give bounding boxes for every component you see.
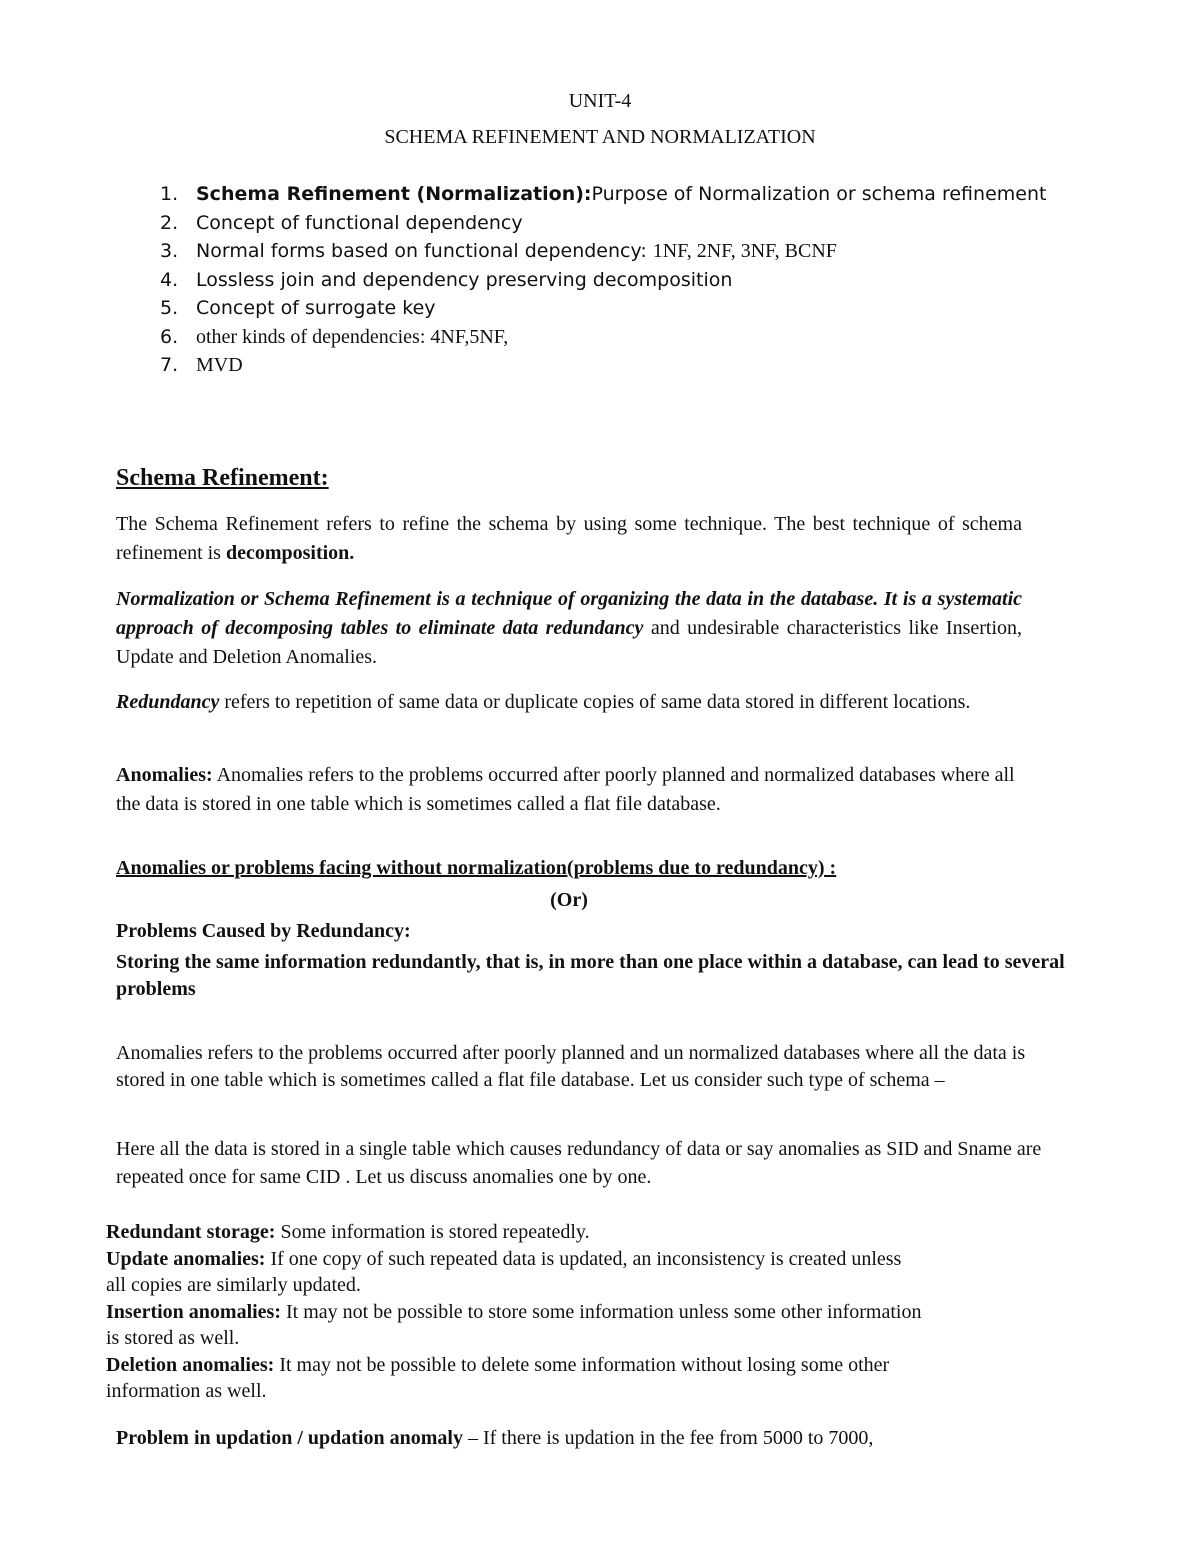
list-item: [116, 180, 1056, 209]
paragraph-text: The Schema Refinement refers to refine the schema by using some technique. The best technique of schema refinement is: [116, 513, 1022, 564]
section-heading-anomalies: Anomalies or problems facing without normalization(problems due to redundancy) :: [116, 857, 837, 879]
list-number: 3.: [160, 240, 179, 262]
paragraph-bold: decomposition.: [225, 542, 355, 564]
paragraph-text: Anomalies refers to the problems occurred after poorly planned and normalized databases where all the data is stored in one table which is sometimes called a flat file database.: [116, 764, 1015, 815]
list-number: 4.: [160, 268, 179, 291]
definition: Some information is stored repeatedly.: [275, 1221, 590, 1243]
paragraph-flat-file: Anomalies refers to the problems occurred after poorly planned and un normalized databases where all the data is stored in one table which is sometimes called a flat file database. Let us consider such type of schema –: [116, 1042, 1026, 1091]
list-item: [106, 1352, 1086, 1379]
topic-bold: Schema Refinement (Normalization):: [196, 183, 592, 205]
paragraph-text: – If there is updation in the fee from 5000 to 7000,: [462, 1427, 874, 1449]
term: Redundant storage:: [106, 1221, 276, 1243]
topic-serif-text: other kinds of dependencies: 4NF,5NF,: [196, 325, 509, 348]
list-number: 7.: [160, 354, 179, 376]
list-number: 6.: [160, 325, 179, 348]
paragraph-definition: [116, 510, 1022, 568]
list-item-continuation: is stored as well.: [106, 1327, 240, 1349]
definition: If one copy of such repeated data is updated, an inconsistency is created unless: [265, 1247, 902, 1270]
problems-list: [106, 1219, 1086, 1405]
paragraph-redundancy: [116, 688, 1022, 717]
definition: It may not be possible to store some information unless some other information: [281, 1300, 922, 1323]
list-number: 2.: [160, 211, 179, 234]
term: Update anomalies:: [106, 1247, 266, 1270]
paragraph-normalization: [116, 585, 1022, 672]
sub-heading-problems: Problems Caused by Redundancy:: [116, 920, 411, 942]
topic-serif-text: 1NF, 2NF, 3NF, BCNF: [652, 240, 837, 262]
list-item: [116, 294, 1056, 323]
list-item: [116, 323, 1056, 352]
paragraph-bold-italic: Redundancy: [116, 691, 220, 713]
paragraph-bold-italic: Normalization or Schema Refinement is a technique of organizing the data in the database. It is a systematic approach of decomposing tables to eliminate data redundancy: [116, 588, 1022, 639]
term: Deletion anomalies:: [106, 1353, 275, 1376]
paragraph-single-table: Here all the data is stored in a single table which causes redundancy of data or say anomalies as SID and Sname are repeated once for same CID . Let us discuss anomalies one by one.: [116, 1138, 1042, 1188]
paragraph-anomalies: [116, 761, 1022, 819]
topics-list: [116, 180, 1056, 380]
topic-text: Concept of functional dependency: [196, 211, 523, 234]
or-label: (Or): [550, 889, 588, 911]
topic-serif-text: MVD: [196, 354, 243, 376]
section-heading-schema-refinement: Schema Refinement:: [116, 465, 329, 491]
topic-text: Normal forms based on functional dependency:: [196, 240, 653, 262]
list-item: [116, 266, 1056, 295]
list-item: [106, 1219, 1086, 1246]
list-item: [116, 237, 1056, 266]
list-item: [106, 1246, 1086, 1273]
paragraph-bold: Problem in updation / updation anomaly: [116, 1427, 463, 1449]
list-item-continuation: all copies are similarly updated.: [106, 1274, 361, 1296]
list-item-continuation: information as well.: [106, 1380, 267, 1402]
document-title: SCHEMA REFINEMENT AND NORMALIZATION: [384, 126, 816, 148]
paragraph-text: and undesirable characteristics like Insertion, Update and Deletion Anomalies.: [116, 617, 1022, 668]
list-item: [116, 209, 1056, 238]
unit-label: UNIT-4: [568, 90, 632, 112]
topic-text: Concept of surrogate key: [196, 297, 436, 319]
term: Insertion anomalies:: [106, 1300, 281, 1323]
bold-paragraph: Storing the same information redundantly, that is, in more than one place within a database, can lead to several problems: [116, 951, 1065, 1000]
definition: It may not be possible to delete some information without losing some other: [274, 1353, 890, 1376]
paragraph-bold: Anomalies:: [116, 764, 213, 786]
list-item: [116, 351, 1056, 380]
list-item: [106, 1299, 1086, 1326]
paragraph-text: refers to repetition of same data or duplicate copies of same data stored in different locations.: [219, 691, 971, 713]
paragraph-updation-anomaly: [116, 1424, 1076, 1453]
topic-text: Purpose of Normalization or schema refinement: [591, 183, 1047, 205]
list-number: 5.: [160, 297, 179, 319]
topic-text: Lossless join and dependency preserving decomposition: [196, 268, 733, 291]
list-number: 1.: [160, 183, 179, 205]
